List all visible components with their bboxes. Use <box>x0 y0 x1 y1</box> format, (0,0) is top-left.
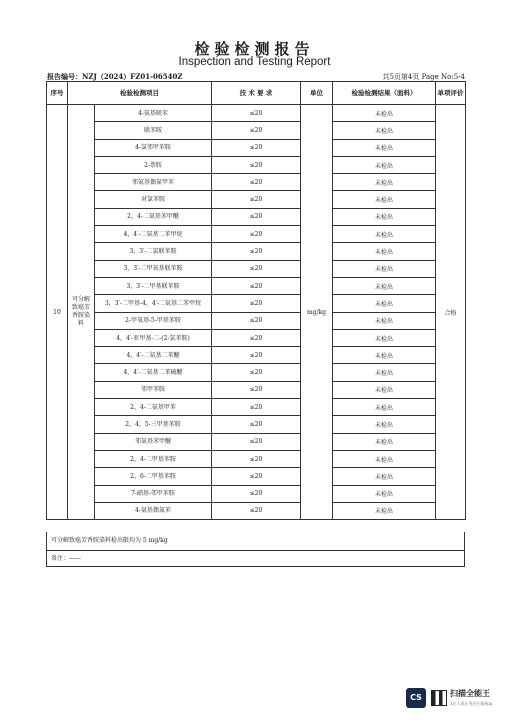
result-cell: 未检出 <box>333 502 436 519</box>
requirement-cell: ≤20 <box>212 295 301 312</box>
report-title-en: Inspection and Testing Report <box>178 56 331 68</box>
result-cell: 未检出 <box>333 329 436 346</box>
table-row <box>47 399 466 416</box>
result-cell: 未检出 <box>333 468 436 485</box>
requirement-cell: ≤20 <box>212 156 301 173</box>
category-cell: 可分解致癌芳香胺染料 <box>68 105 95 520</box>
requirement-cell: ≤20 <box>212 191 301 208</box>
table-row <box>47 243 466 260</box>
requirement-cell: ≤20 <box>212 416 301 433</box>
item-cell: 4，4′-二氨基二苯甲烷 <box>95 226 212 243</box>
table-row <box>47 347 466 364</box>
report-number: 报告编号：NZJ（2024）FZ01-06540Z <box>47 72 183 81</box>
item-cell: 邻氨基苯甲醚 <box>95 433 212 450</box>
results-table <box>46 81 466 520</box>
table-row <box>47 381 466 398</box>
requirement-cell: ≤20 <box>212 433 301 450</box>
result-cell: 未检出 <box>333 122 436 139</box>
result-cell: 未检出 <box>333 243 436 260</box>
item-cell: 4，4′-二氨基二苯硫醚 <box>95 364 212 381</box>
table-row <box>47 122 466 139</box>
table-row <box>47 450 466 467</box>
item-cell: 2，4，5-三甲基苯胺 <box>95 416 212 433</box>
item-cell: 2，4-二甲基苯胺 <box>95 450 212 467</box>
requirement-cell: ≤20 <box>212 226 301 243</box>
result-cell: 未检出 <box>333 226 436 243</box>
table-row <box>47 485 466 502</box>
result-cell: 未检出 <box>333 364 436 381</box>
result-cell: 未检出 <box>333 416 436 433</box>
table-row <box>47 208 466 225</box>
result-cell: 未检出 <box>333 260 436 277</box>
item-cell: 3，3′-二氯联苯胺 <box>95 243 212 260</box>
item-cell: 2，4-二氨基甲苯 <box>95 399 212 416</box>
col-req-header: 技 术 要 求 <box>212 82 301 105</box>
table-row <box>47 226 466 243</box>
result-cell: 未检出 <box>333 139 436 156</box>
scanner-brand: 扫描全能王 <box>450 689 490 698</box>
item-cell: 4-氨基联苯 <box>95 105 212 122</box>
item-cell: 7-硝基-邻甲苯胺 <box>95 485 212 502</box>
requirement-cell: ≤20 <box>212 312 301 329</box>
col-item-header: 检验检测项目 <box>68 82 212 105</box>
detection-limit-note: 可分解致癌芳香胺染料检出限均为 5 mg/kg <box>46 532 465 551</box>
remarks: 备注：—— <box>46 551 465 567</box>
result-cell: 未检出 <box>333 277 436 294</box>
report-title-cn: 检验检测报告 <box>194 40 315 58</box>
requirement-cell: ≤20 <box>212 364 301 381</box>
table-header-row <box>47 82 466 105</box>
table-row <box>47 174 466 191</box>
table-row <box>47 502 466 519</box>
result-cell: 未检出 <box>333 347 436 364</box>
qr-code-icon <box>431 690 447 706</box>
table-row <box>47 191 466 208</box>
item-cell: 联苯胺 <box>95 122 212 139</box>
requirement-cell: ≤20 <box>212 260 301 277</box>
requirement-cell: ≤20 <box>212 139 301 156</box>
item-cell: 3，3′-二甲基联苯胺 <box>95 277 212 294</box>
requirement-cell: ≤20 <box>212 243 301 260</box>
item-cell: 4，4′-二氨基二苯醚 <box>95 347 212 364</box>
result-cell: 未检出 <box>333 295 436 312</box>
requirement-cell: ≤20 <box>212 485 301 502</box>
table-row <box>47 364 466 381</box>
table-row <box>47 105 466 122</box>
col-unit-header: 单位 <box>301 82 333 105</box>
result-cell: 未检出 <box>333 450 436 467</box>
requirement-cell: ≤20 <box>212 122 301 139</box>
result-cell: 未检出 <box>333 156 436 173</box>
table-row <box>47 468 466 485</box>
item-cell: 对氯苯胺 <box>95 191 212 208</box>
item-cell: 4-氯邻甲苯胺 <box>95 139 212 156</box>
result-cell: 未检出 <box>333 312 436 329</box>
table-row <box>47 295 466 312</box>
requirement-cell: ≤20 <box>212 277 301 294</box>
result-cell: 未检出 <box>333 208 436 225</box>
requirement-cell: ≤20 <box>212 174 301 191</box>
col-eval-header: 单项评价 <box>436 82 466 105</box>
table-row <box>47 139 466 156</box>
scanner-tagline: 3亿人都在用的扫描App <box>450 701 493 706</box>
unit-cell: mg/kg <box>301 105 333 520</box>
result-cell: 未检出 <box>333 485 436 502</box>
item-cell: 4，4′-亚甲基-二-(2-氯苯胺) <box>95 329 212 346</box>
result-cell: 未检出 <box>333 381 436 398</box>
requirement-cell: ≤20 <box>212 329 301 346</box>
table-row <box>47 433 466 450</box>
results-body <box>47 105 466 520</box>
item-cell: 3，3′-二甲氧基联苯胺 <box>95 260 212 277</box>
item-cell: 4-氨基偶氮苯 <box>95 502 212 519</box>
evaluation-cell: 合格 <box>436 105 466 520</box>
item-cell: 2-甲氧基-5-甲基苯胺 <box>95 312 212 329</box>
item-cell: 3，3′-二甲基-4，4′-二氨基二苯甲烷 <box>95 295 212 312</box>
item-cell: 2，6-二甲基苯胺 <box>95 468 212 485</box>
item-cell: 邻氨基偶氮甲苯 <box>95 174 212 191</box>
requirement-cell: ≤20 <box>212 105 301 122</box>
requirement-cell: ≤20 <box>212 399 301 416</box>
item-cell: 邻甲苯胺 <box>95 381 212 398</box>
seq-cell: 10 <box>47 105 68 520</box>
requirement-cell: ≤20 <box>212 450 301 467</box>
page-info: 共5页第4页 Page No:5-4 <box>382 73 465 81</box>
item-cell: 2，4-二氨基苯甲醚 <box>95 208 212 225</box>
result-cell: 未检出 <box>333 105 436 122</box>
col-seq-header: 序号 <box>47 82 68 105</box>
table-row <box>47 416 466 433</box>
camscanner-logo: CS <box>406 688 426 708</box>
requirement-cell: ≤20 <box>212 468 301 485</box>
item-cell: 2-萘胺 <box>95 156 212 173</box>
table-row <box>47 312 466 329</box>
result-cell: 未检出 <box>333 174 436 191</box>
result-cell: 未检出 <box>333 433 436 450</box>
result-cell: 未检出 <box>333 399 436 416</box>
requirement-cell: ≤20 <box>212 381 301 398</box>
table-row <box>47 156 466 173</box>
result-cell: 未检出 <box>333 191 436 208</box>
requirement-cell: ≤20 <box>212 502 301 519</box>
table-row <box>47 329 466 346</box>
requirement-cell: ≤20 <box>212 208 301 225</box>
requirement-cell: ≤20 <box>212 347 301 364</box>
col-result-header: 检验检测结果（面料） <box>333 82 436 105</box>
table-row <box>47 277 466 294</box>
table-row <box>47 260 466 277</box>
